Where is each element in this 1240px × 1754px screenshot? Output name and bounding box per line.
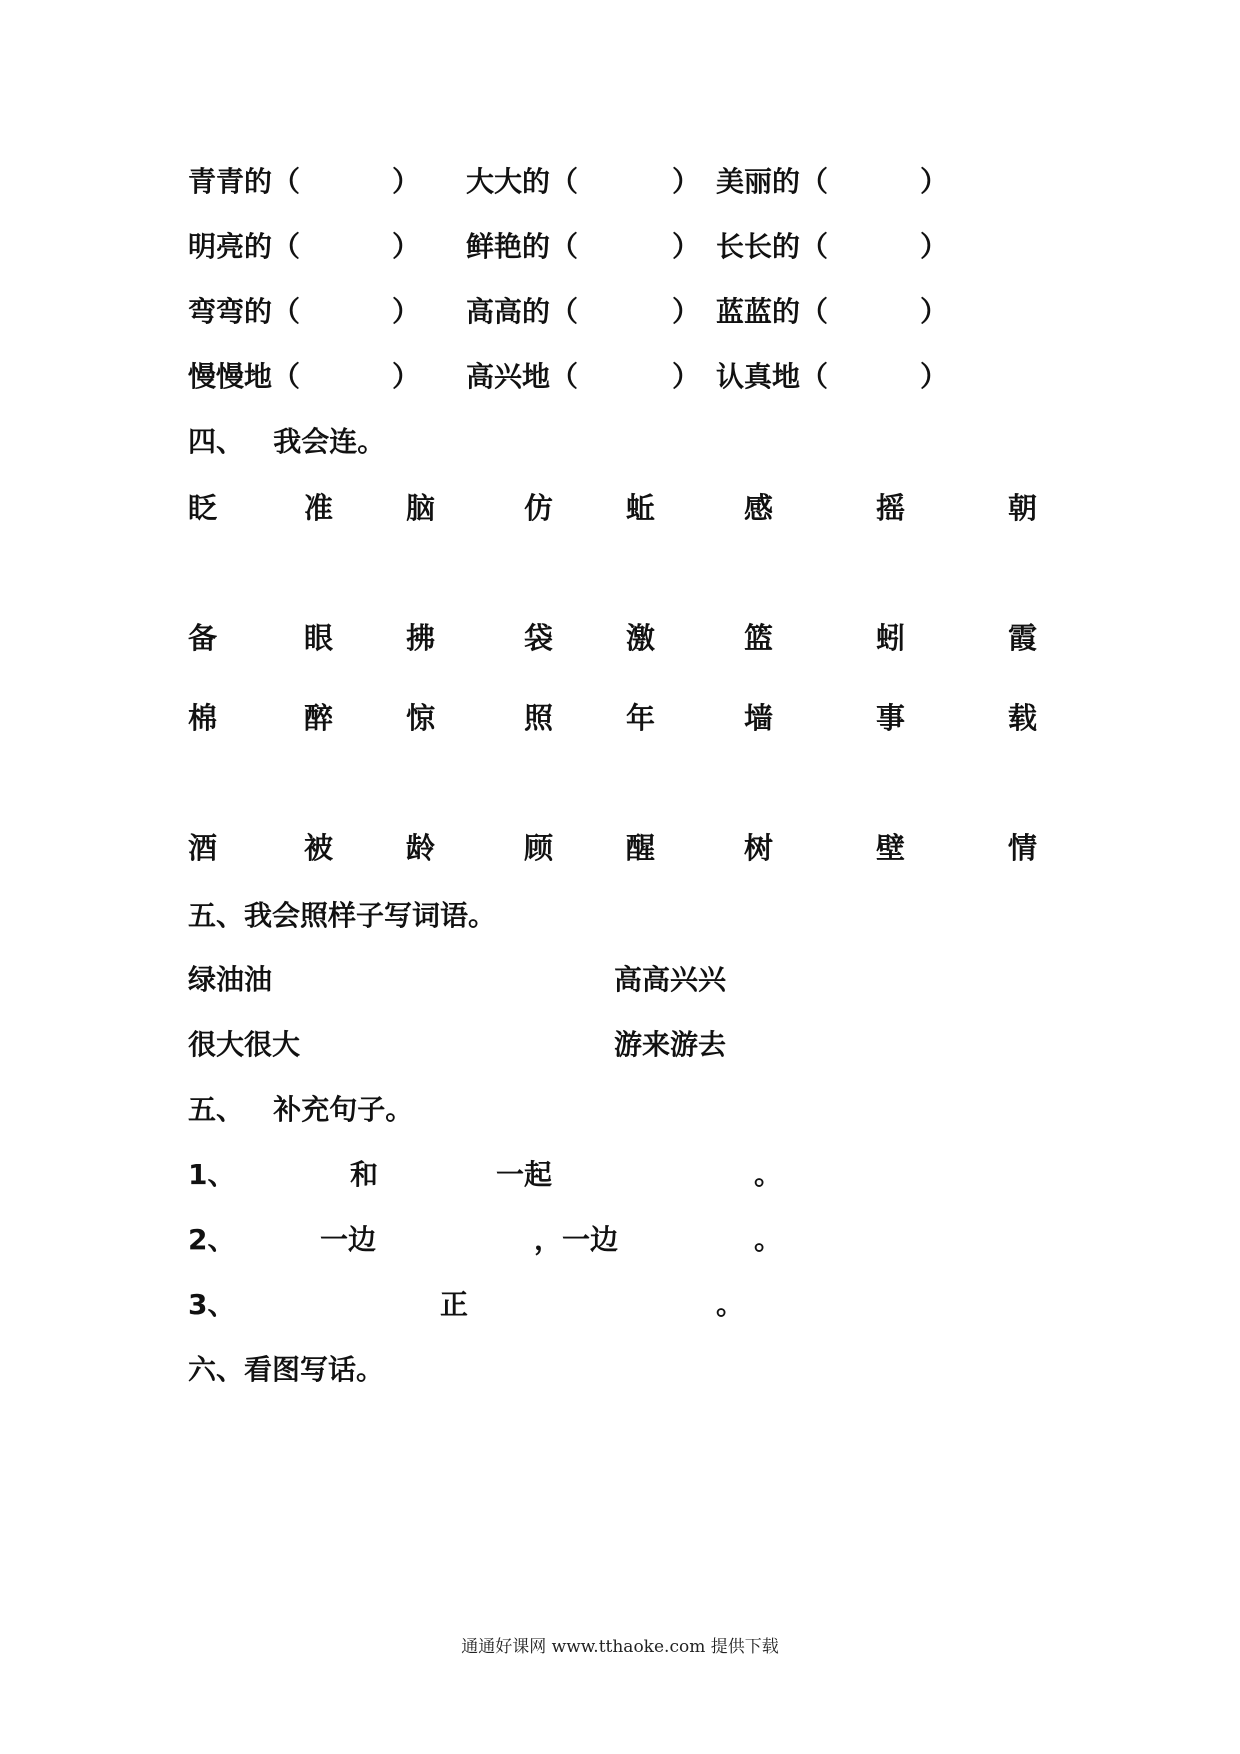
paren-close: ）	[672, 360, 701, 393]
paren-close: ）	[920, 230, 949, 263]
sentence-number: 3、	[188, 1288, 236, 1321]
match-char: 朝	[1008, 491, 1038, 525]
match-char: 被	[304, 831, 334, 865]
paren-close: ）	[672, 165, 701, 198]
match-char: 蚯	[626, 491, 656, 525]
match-char: 备	[188, 621, 218, 655]
example-word: 很大很大	[188, 1028, 301, 1061]
fill-blank-item: 认真地（	[716, 360, 829, 393]
fill-blank-item: 长长的（	[716, 230, 829, 263]
paren-close: ）	[392, 360, 421, 393]
sentence-part: 一起	[496, 1158, 553, 1191]
example-word: 高高兴兴	[614, 963, 727, 996]
match-char: 激	[626, 621, 656, 655]
section-5a-heading: 五、我会照样子写词语。	[188, 899, 497, 932]
paren-close: ）	[392, 295, 421, 328]
fill-blank-item: 高高的（	[466, 295, 579, 328]
fill-blank-item: 鲜艳的（	[466, 230, 579, 263]
sentence-number: 1、	[188, 1158, 236, 1191]
fill-blank-item: 美丽的（	[716, 165, 829, 198]
section-4-heading: 四、 我会连。	[188, 425, 386, 458]
match-char: 顾	[524, 831, 554, 865]
match-char: 惊	[406, 701, 436, 735]
fill-blank-item: 青青的（	[188, 165, 301, 198]
match-char: 醉	[304, 701, 334, 735]
match-char: 拂	[406, 621, 436, 655]
match-char: 脑	[406, 491, 436, 525]
sentence-part: 一边	[320, 1223, 377, 1256]
match-char: 篮	[744, 621, 774, 655]
sentence-part: 和	[350, 1158, 379, 1191]
fill-blank-item: 明亮的（	[188, 230, 301, 263]
paren-close: ）	[392, 230, 421, 263]
fill-blank-item: 慢慢地（	[188, 360, 301, 393]
match-char: 事	[876, 701, 906, 735]
match-char: 摇	[876, 491, 906, 525]
sentence-part: ，一边	[534, 1223, 619, 1256]
section-6-heading: 六、看图写话。	[188, 1353, 385, 1386]
fill-blank-item: 弯弯的（	[188, 295, 301, 328]
paren-close: ）	[920, 165, 949, 198]
match-char: 载	[1008, 701, 1038, 735]
match-char: 照	[524, 701, 554, 735]
match-char: 壁	[876, 831, 906, 865]
paren-close: ）	[672, 295, 701, 328]
match-char: 霞	[1008, 621, 1038, 655]
page-footer: 通通好课网 www.tthaoke.com 提供下载	[461, 1637, 779, 1657]
match-char: 感	[744, 491, 774, 525]
paren-close: ）	[392, 165, 421, 198]
example-word: 绿油油	[188, 963, 273, 996]
match-char: 树	[744, 831, 774, 865]
example-word: 游来游去	[614, 1028, 727, 1061]
match-char: 袋	[524, 621, 554, 655]
match-char: 墙	[744, 701, 774, 735]
paren-close: ）	[672, 230, 701, 263]
match-char: 龄	[406, 831, 436, 865]
match-char: 棉	[188, 701, 218, 735]
paren-close: ）	[920, 295, 949, 328]
sentence-end: 。	[716, 1288, 745, 1321]
match-char: 眨	[188, 491, 218, 525]
match-char: 醒	[626, 831, 656, 865]
section-5b-heading: 五、 补充句子。	[188, 1093, 414, 1126]
match-char: 蚓	[876, 621, 906, 655]
sentence-end: 。	[754, 1223, 783, 1256]
sentence-end: 。	[754, 1158, 783, 1191]
match-char: 准	[304, 491, 334, 525]
match-char: 情	[1008, 831, 1038, 865]
match-char: 酒	[188, 831, 218, 865]
sentence-part: 正	[440, 1288, 469, 1321]
match-char: 仿	[524, 491, 554, 525]
fill-blank-item: 蓝蓝的（	[716, 295, 829, 328]
fill-blank-item: 高兴地（	[466, 360, 579, 393]
sentence-number: 2、	[188, 1223, 236, 1256]
match-char: 眼	[304, 621, 334, 655]
fill-blank-item: 大大的（	[466, 165, 579, 198]
paren-close: ）	[920, 360, 949, 393]
match-char: 年	[626, 701, 656, 735]
